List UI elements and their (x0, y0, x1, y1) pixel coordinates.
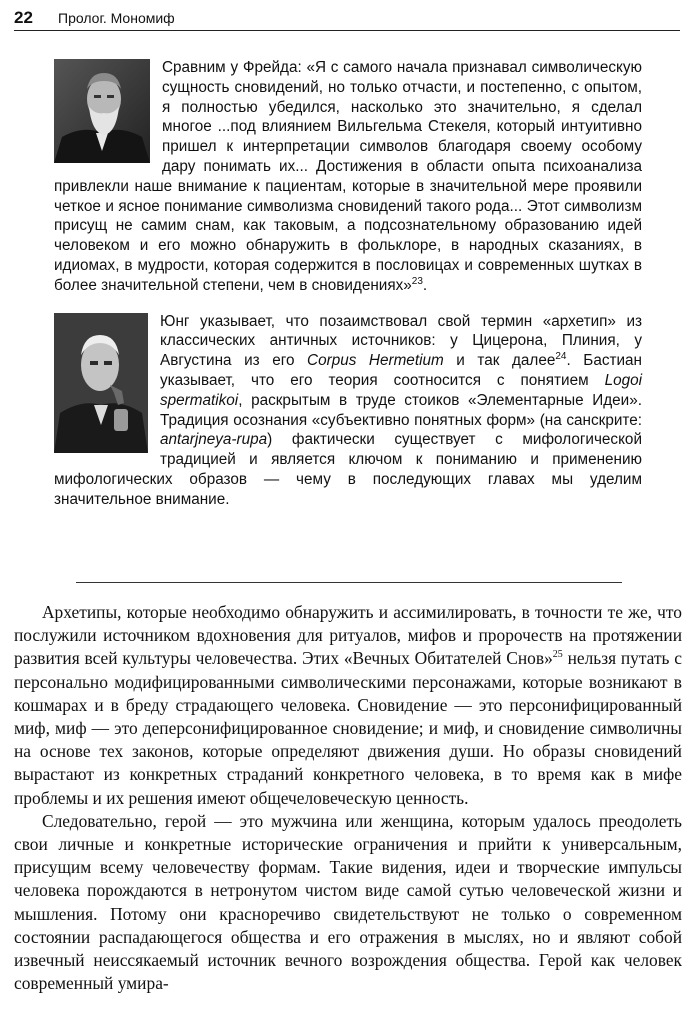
section-divider (76, 582, 622, 583)
main-paragraph-1: Архетипы, которые необходимо обнаружить и ассимилировать, в точности те же, что послужили источником вдохновения для ритуалов, мифов и пророчеств на протяжении развития всей культуры человечества. Этих «Вечных Обитателей Снов»$^{25}$ нельзя путать с персонально модифицированными символическими персонажами, которые возникают в кошмарах и в бреду страдающего человека. Сновидение — это персонифицированный миф, миф — это деперсонифицированное сновидение; и миф, и сновидение символичны на основе тех законов, которые определяют движения души. Но образы сновидений вырастают из конкретных страданий конкретного человека, в то время как в мифе проблемы и их решения имеют общечеловеческую ценность. (14, 602, 682, 808)
footnote-ref-24: 24 (555, 351, 567, 363)
jung-paragraph: Юнг указывает, что позаимствовал свой термин «архетип» из классических античных источников: у Цицерона, Плиния, у Августина из его Corpus Hermetium и так далее$^{24}$. Бастиан указывает, что его теория соотносится с понятием Logoi spermatikoi, раскрытым в труде стоиков «Элементарные Идеи». Традиция осознания «субъективно понятных форм» (на санскрите: antarjneya-rupa) фактически существует с мифологической традицией и является ключом к пониманию и применению мифологических образов — чему в последующих главах мы уделим значительное внимание. (54, 312, 642, 508)
main-text (14, 601, 682, 995)
running-title: Пролог. Мономиф (58, 10, 175, 26)
freud-portrait-icon (54, 59, 150, 163)
page-header (14, 8, 680, 31)
sidebar-quotes (54, 58, 642, 510)
page-number: 22 (14, 8, 33, 27)
footnote-ref-25: 25 (552, 649, 563, 661)
jung-portrait-icon (54, 313, 148, 453)
footnote-ref-23: 23 (411, 275, 423, 287)
freud-quote: Сравним у Фрейда: «Я с самого начала признавал символическую сущность сновидений, но только отчасти, и постепенно, с опытом, я полностью убедился, насколько это значительно, я сделал многое ...под влиянием Вильгельма Стекеля, который интуитивно пришел к интерпретации символов благодаря своему особому дару понимать их... Достижения в области опыта психоанализа привлекли наше внимание к пациентам, которые в значительной мере проявили четкое и ясное понимание символизма сновидений такого рода... Этот символизм присущ не самим снам, как таковым, а подсознательному образованию идей человеком и его можно обнаружить в фольклоре, в народных сказаниях, в идиомах, в мудрости, которая содержится в пословицах и современных шутках в более значительной степени, чем в сновидениях»$^{23}$. (54, 59, 642, 294)
main-paragraph-2: Следовательно, герой — это мужчина или женщина, которым удалось преодолеть свои личные и конкретные исторические ограничения и прийти к универсальным, присущим всему человечеству формам. Такие видения, идеи и творческие импульсы человека порождаются в нетронутом чистом виде самой сутью человеческой жизни и мышления. Потому они красноречиво свидетельствуют не только о современном состоянии распадающегося общества и его отражения в мыслях, но и являют собой извечный неиссякаемый источник вечного возрождения общества. Герой как человек современный умира- (14, 810, 682, 994)
